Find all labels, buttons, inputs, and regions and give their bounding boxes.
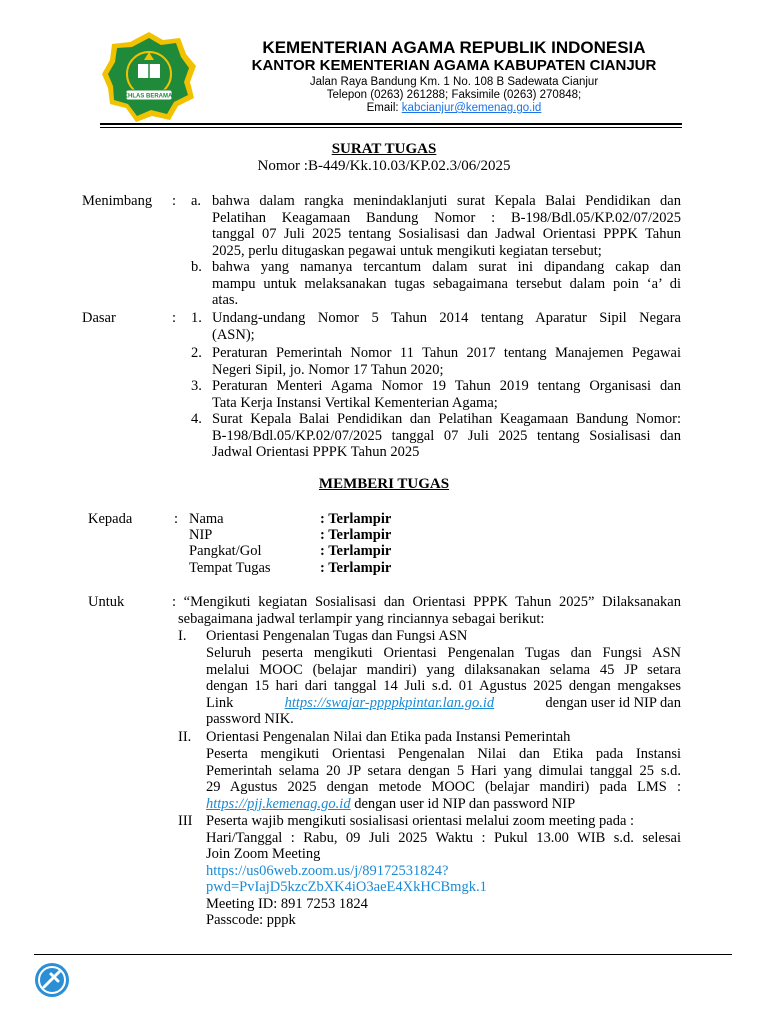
text-line: Tata Kerja Instansi Vertikal Kementerian Agama; — [212, 394, 498, 411]
text-line: Peserta wajib mengikuti sosialisasi orientasi melalui zoom meeting pada : — [206, 813, 635, 829]
office-phone: Telepon (0263) 261288; Faksimile (0263) 270848; — [326, 89, 582, 101]
dasar-3-marker: 3. — [191, 378, 202, 394]
untuk-intro — [172, 594, 681, 627]
kepada-value-tempat: : Terlampir — [320, 560, 392, 576]
email-link[interactable]: kabcianjur@kemenag.go.id — [401, 102, 542, 114]
text-line: Peraturan Pemerintah Nomor 11 Tahun 2017 tentang Manajemen Pegawai — [212, 345, 681, 361]
office-address: Jalan Raya Bandung Km. 1 No. 108 B Sadewata Cianjur — [309, 76, 599, 88]
section-3-body — [206, 813, 681, 929]
kepada-field-nama: Nama — [189, 511, 224, 527]
section-2-title: Orientasi Pengenalan Nilai dan Etika pada Instansi Pemerintah — [206, 729, 571, 745]
kepada-value-pangkat: : Terlampir — [320, 543, 392, 559]
zoom-link-part1[interactable]: https://us06web.zoom.us/j/89172531824? — [206, 862, 449, 879]
text-line: : “Mengikuti kegiatan Sosialisasi dan Orientasi PPPK Tahun 2025” Dilaksanakan — [172, 594, 681, 610]
section-1-title: Orientasi Pengenalan Tugas dan Fungsi ASN — [206, 628, 468, 644]
meeting-passcode: Passcode: pppk — [206, 912, 296, 928]
section-1-link-line — [206, 695, 681, 712]
kepada-value-nip: : Terlampir — [320, 527, 392, 543]
office-name: KANTOR KEMENTERIAN AGAMA KABUPATEN CIANJUR — [251, 57, 657, 74]
office-contact — [212, 76, 696, 115]
dasar-2-marker: 2. — [191, 345, 202, 361]
link-suffix: dengan user id NIP dan password NIP — [354, 795, 576, 812]
text-line: tanggal 07 Juli 2025 tentang Sosialisasi dan Jadwal Orientasi PPPK Tahun — [212, 226, 681, 242]
menimbang-b-marker: b. — [191, 259, 202, 275]
pjj-link[interactable]: https://pjj.kemenag.go.id — [206, 795, 351, 812]
dasar-4-marker: 4. — [191, 411, 202, 427]
kepada-field-tempat: Tempat Tugas — [189, 560, 271, 576]
kepada-label: Kepada — [88, 511, 133, 527]
text-line: melalui MOOC (belajar mandiri) yang dilaksanakan selama 45 JP setara — [206, 661, 681, 678]
kepada-field-pangkat: Pangkat/Gol — [189, 543, 262, 559]
text-line: 2025, perlu ditugaskan pegawai untuk mengikuti kegiatan tersebut; — [212, 242, 602, 259]
office-email-line — [212, 102, 696, 115]
text-line: mampu untuk melaksanakan tugas sebagaimana tersebut dalam poin ‘a’ di — [212, 275, 681, 292]
dasar-4-text — [212, 411, 681, 461]
link-suffix: dengan user id NIP dan — [545, 694, 681, 711]
text-line: (ASN); — [212, 326, 255, 343]
text-line: Surat Kepala Balai Pendidikan dan Pelatihan Keagamaan Bandung Nomor: — [212, 411, 681, 427]
letter-title: SURAT TUGAS — [331, 141, 437, 157]
text-line: bahwa dalam rangka menindaklanjuti surat Kepala Balai Pendidikan dan — [212, 193, 681, 209]
text-line: bahwa yang namanya tercantum dalam surat ini dipandang cakap dan — [212, 259, 681, 275]
kepada-colon: : — [174, 511, 179, 527]
dasar-colon: : — [172, 310, 177, 326]
footer-rule — [34, 954, 732, 955]
text-line: Peserta mengikuti Orientasi Pengenalan Nilai dan Etika pada Instansi — [206, 746, 681, 762]
dasar-1-marker: 1. — [191, 310, 202, 326]
letter-number: Nomor :B-449/Kk.10.03/KP.02.3/06/2025 — [257, 158, 511, 174]
dasar-label: Dasar — [82, 310, 116, 326]
section-1-marker: I. — [178, 628, 187, 644]
text-line: 29 Agustus 2025 dengan metode MOOC (belajar mandiri) pada LMS : — [206, 779, 681, 795]
zoom-link-part2[interactable]: pwd=PvIajD5kzcZbXK4iO3aeE4XkHCBmgk.1 — [206, 879, 487, 895]
text-line: Negeri Sipil, jo. Nomor 17 Tahun 2020; — [212, 361, 444, 378]
menimbang-a-text — [212, 193, 681, 259]
text-line: Peraturan Menteri Agama Nomor 19 Tahun 2019 tentang Organisasi dan — [212, 378, 681, 394]
text-line: Hari/Tanggal : Rabu, 09 Juli 2025 Waktu : Pukul 13.00 WIB s.d. selesai — [206, 829, 681, 846]
section-heading: MEMBERI TUGAS — [318, 476, 450, 492]
menimbang-label: Menimbang — [82, 193, 153, 209]
logo-motto: IKHLAS BERAMAL — [122, 93, 176, 100]
text-line: password NIK. — [206, 711, 294, 727]
text-line: Pemerintah selama 20 JP setara dengan 5 Hari yang dimulai tanggal 25 s.d. — [206, 762, 681, 779]
text-line: Undang-undang Nomor 5 Tahun 2014 tentang Aparatur Sipil Negara — [212, 310, 681, 326]
untuk-label: Untuk — [88, 594, 125, 610]
section-2-marker: II. — [178, 729, 192, 745]
text-line: Jadwal Orientasi PPPK Tahun 2025 — [212, 444, 420, 460]
swajar-link[interactable]: https://swajar-ppppkpintar.lan.go.id — [284, 694, 495, 711]
menimbang-colon: : — [172, 193, 177, 209]
ministry-name: KEMENTERIAN AGAMA REPUBLIK INDONESIA — [262, 38, 646, 57]
kemenag-logo — [100, 30, 198, 122]
menimbang-b-text — [212, 259, 681, 309]
text-line: Join Zoom Meeting — [206, 846, 321, 862]
header-rule-thick — [100, 123, 682, 125]
text-line: B-198/Bdl.05/KP.02/07/2025 tanggal 07 Juli 2025 tentang Sosialisasi dan — [212, 427, 681, 444]
dasar-3-text — [212, 378, 681, 411]
link-prefix: Link — [206, 694, 234, 711]
signature-verify-icon — [34, 962, 70, 998]
meeting-id: Meeting ID: 891 7253 1824 — [206, 895, 368, 912]
dasar-2-text — [212, 345, 681, 378]
text-line: Seluruh peserta mengikuti Orientasi Pengenalan Tugas dan Fungsi ASN — [206, 645, 681, 661]
text-line: atas. — [212, 292, 239, 308]
text-line: sebagaimana jadwal terlampir yang rinciannya sebagai berikut: — [178, 610, 545, 627]
header-rule-thin — [100, 127, 682, 128]
section-2-link-line — [206, 796, 681, 813]
menimbang-a-marker: a. — [191, 193, 202, 209]
dasar-1-text — [212, 310, 681, 343]
text-line: Pelatihan Keagamaan Bandung Nomor : B-198/Bdl.05/KP.02/07/2025 — [212, 209, 681, 226]
section-2-body — [206, 746, 681, 812]
text-line: dengan 15 hari dari tanggal 14 Juli s.d. 01 Agustus 2025 dengan mengakses — [206, 678, 681, 694]
email-label: Email: — [366, 102, 399, 114]
section-1-body — [206, 645, 681, 728]
kepada-value-nama: : Terlampir — [320, 511, 392, 527]
section-3-marker: III — [178, 813, 193, 829]
kepada-field-nip: NIP — [189, 527, 213, 543]
